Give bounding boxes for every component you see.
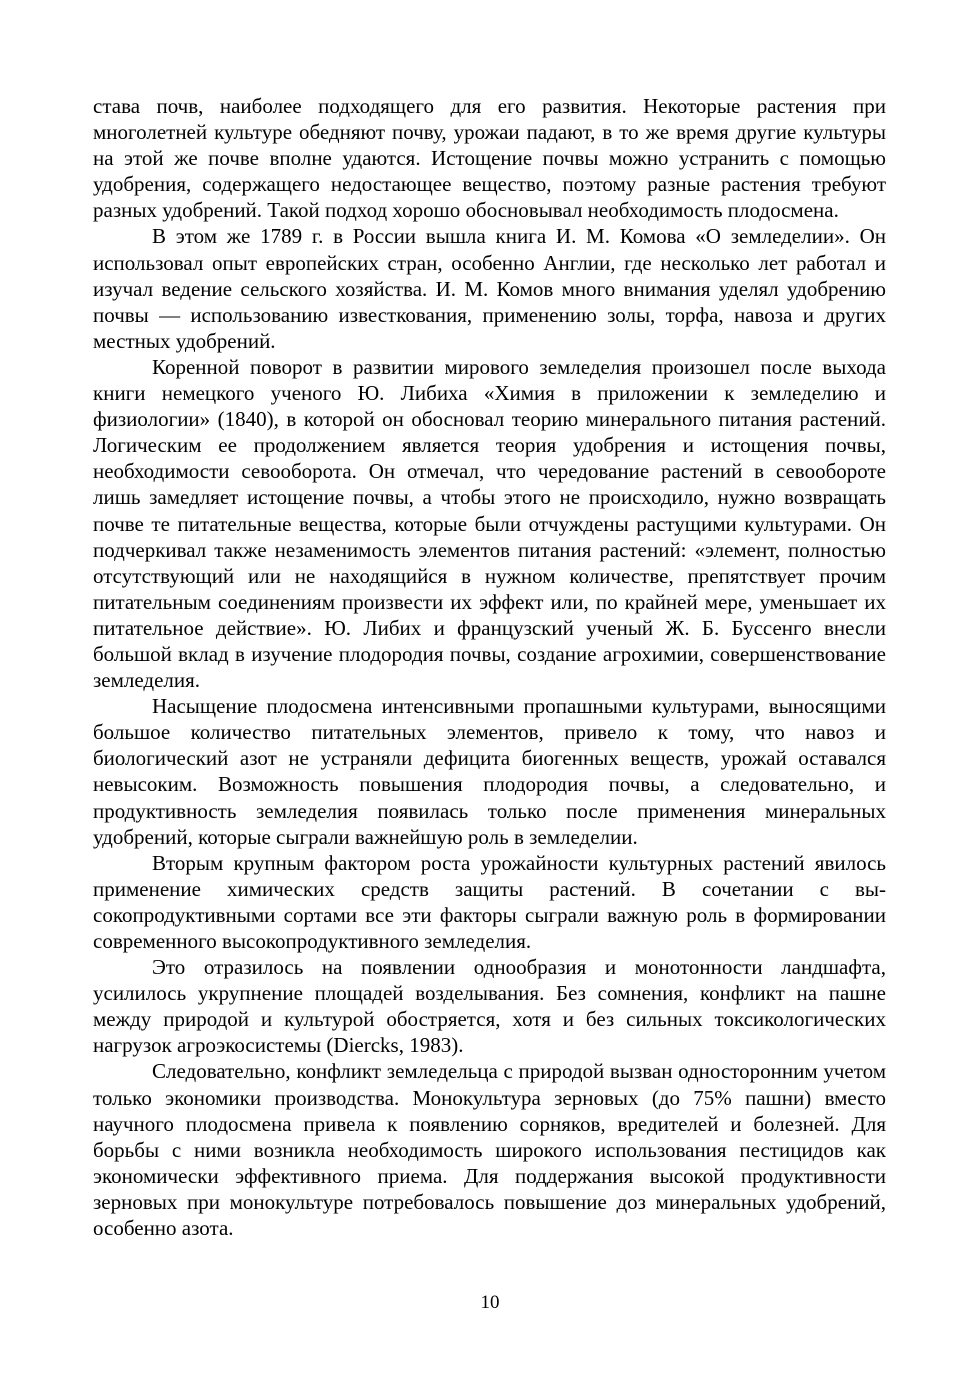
paragraph-2: В этом же 1789 г. в России вышла книга И. М. Комова «О земледелии». Он использовал опыт европейских стран, особенно Англии, где несколько лет работал и изучал ведение сельского хозяйства. И. М. Комов много внимания уделял удобрению почвы — использованию известкования, применению золы, торфа, навоза и других местных удобрений. (93, 224, 886, 353)
paragraph-5: Вторым крупным фактором роста урожайности культурных растений явилось применение химических средств защиты растений. В сочетании с высокопродуктивными сортами все эти факторы сыграли важную роль в формировании современного высокопродуктивного земледелия. (93, 850, 886, 953)
paragraph-4: Насыщение плодосмена интенсивными пропашными культурами, выносящими большое количество питательных элементов, привело к тому, что навоз и биологический азот не устраняли дефицита биогенных веществ, урожай оставался невысоким. Возможность повышения плодородия почвы, а следовательно, и продуктивность земледелия появилась только после применения минеральных удобрений, которые сыграли важнейшую роль в земледелии. (93, 694, 886, 849)
paragraph-6: Это отразилось на появлении однообразия и монотонности ландшафта, усилилось укрупнение площадей возделывания. Без сомнения, конфликт на пашне между природой и культурой обостряется, хотя и без сильных токсикологических нагрузок агроэкосистемы (Dierсks, 1983). (93, 955, 886, 1058)
paragraph-1: става почв, наиболее подходящего для его развития. Некоторые растения при многолетней культуре обедняют почву, урожаи падают, в то же время другие культуры на этой же почве вполне удаются. Истощение почвы можно устранить с помощью удобрения, содержащего недостающее вещество, поэтому разные растения требуют разных удобрений. Такой подход хорошо обосновывал необходимость плодосмена. (93, 94, 886, 223)
page-number: 10 (480, 1292, 500, 1313)
paragraph-7: Следовательно, конфликт земледельца с природой вызван односторонним учетом только экономики производства. Монокультура зерновых (до 75% пашни) вместо научного плодосмена привела к появлению сорняков, вредителей и болезней. Для борьбы с ними возникла необходимость широкого использования пестицидов как экономически эффективного приема. Для поддержания высокой продуктивности зерновых при монокультуре потребовалось повышение доз минеральных удобрений, особенно азота. (93, 1059, 886, 1241)
page-body (93, 93, 886, 1241)
paragraph-3: Коренной поворот в развитии мирового земледелия произошел после выхода книги немецкого ученого Ю. Либиха «Химия в приложении к земледелию и физиологии» (1840), в которой он обосновал теорию минерального питания растений. Логическим ее продолжением является теория удобрения и истощения почвы, необходимости севооборота. Он отмечал, что чередование растений в севообороте лишь замедляет истощение почвы, а чтобы этого не происходило, нужно возвращать почве те питательные вещества, которые были отчуждены растущими культурами. Он подчеркивал также незаменимость элементов питания растений: «элемент, полностью отсутствующий или не находящийся в нужном количестве, препятствует прочим питательным соединениям произвести их эффект или, по крайней мере, уменьшает их питательное действие». Ю. Либих и французский ученый Ж. Б. Буссенго внесли большой вклад в изучение плодородия почвы, создание агрохимии, совершенствование земледелия. (93, 354, 886, 693)
